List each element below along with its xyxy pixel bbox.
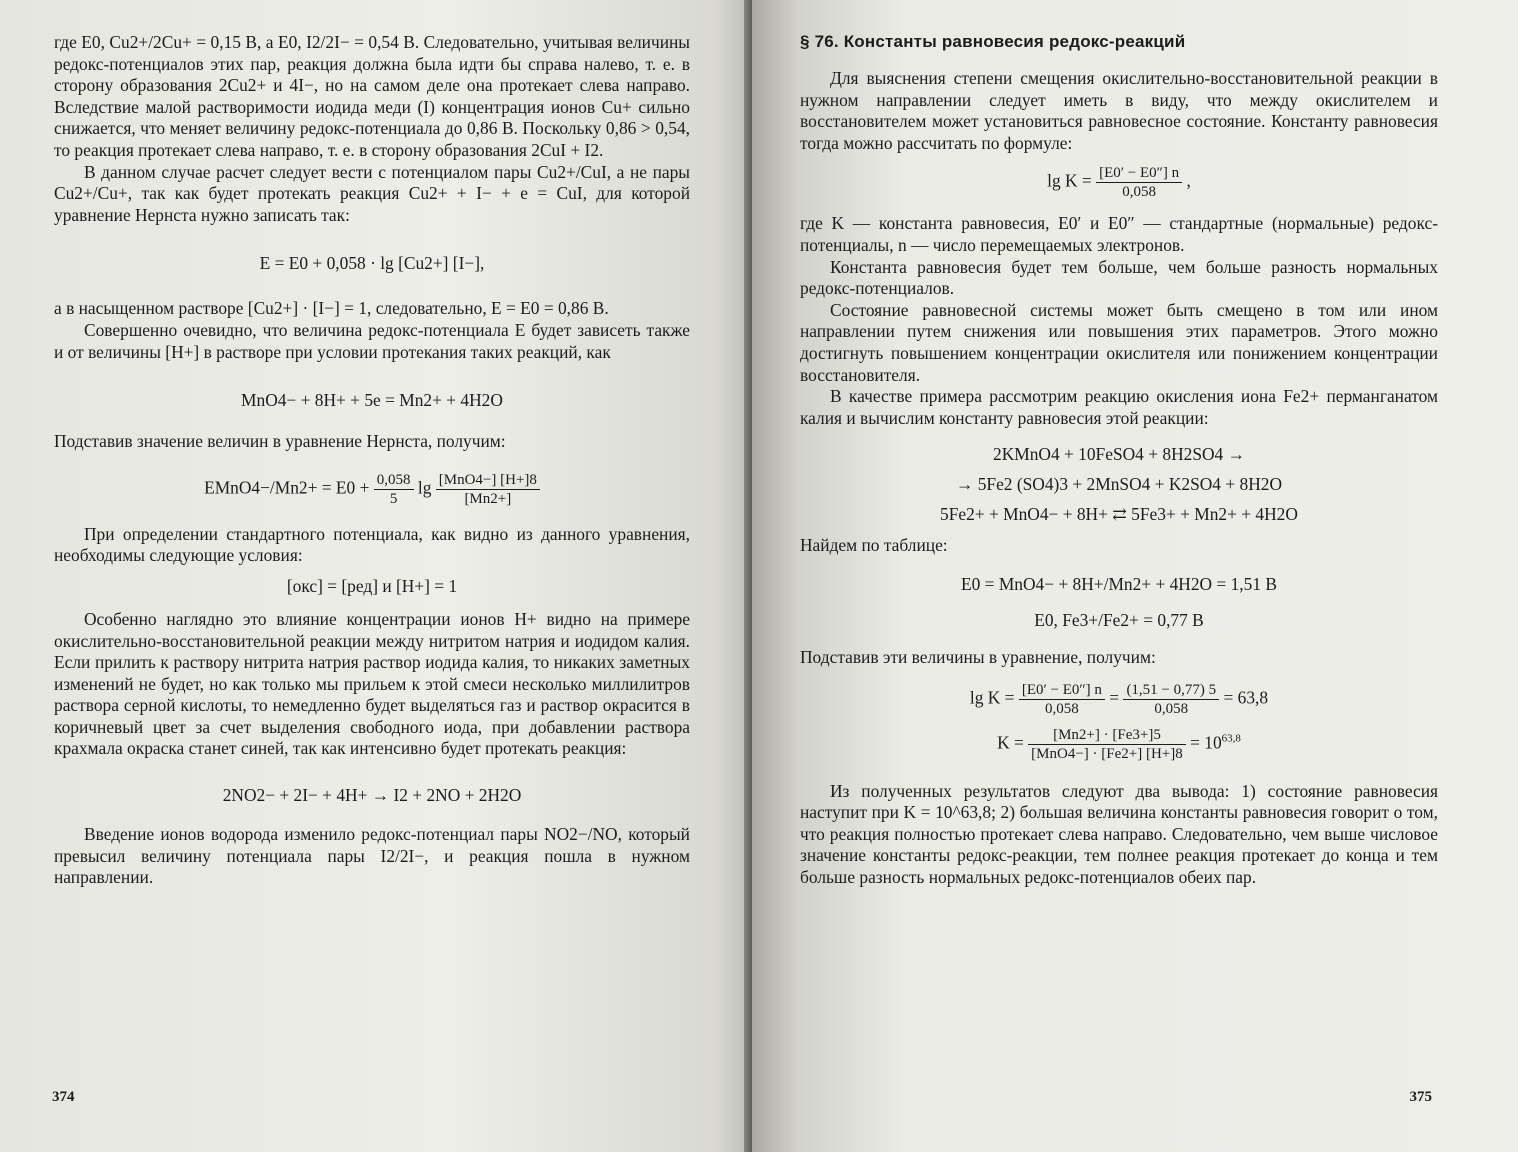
- lgk-equals: =: [1109, 687, 1120, 707]
- right-paragraph-2: где K — константа равновесия, E0′ и E0″ — стандартные (нормальные) редокс-потенциалы, n — число перемещаемых электронов.: [800, 213, 1438, 255]
- ionic-reaction: 5Fe2+ + MnO4− + 8H+ ⇄ 5Fe3+ + Mn2+ + 4H2O: [940, 504, 1298, 525]
- right-paragraph-5: В качестве примера рассмотрим реакцию окисления иона Fe2+ перманганатом калия и вычислим константу равновесия этой реакции:: [800, 386, 1438, 428]
- nernst-equation-cu: E = E0 + 0,058 · lg [Cu2+] [I−],: [259, 253, 485, 274]
- nernst-fraction-numerator: [MnO4−] [H+]8: [436, 471, 540, 490]
- left-paragraph-8: Введение ионов водорода изменило редокс-потенциал пары NO2−/NO, который превысил величину потенциала пары I2/2I−, и реакция пошла в нужном направлении.: [54, 824, 690, 888]
- lgk-calculation: [800, 681, 1438, 718]
- k-result: = 10: [1190, 732, 1222, 752]
- left-paragraph-5: Подставив значение величин в уравнение Нернста, получим:: [54, 431, 506, 452]
- left-paragraph-1: где E0, Cu2+/2Cu+ = 0,15 В, а E0, I2/2I− = 0,54 В. Следовательно, учитывая величины редокс-потенциалов этих пар, реакция должна была идти бы справа налево, т. е. в сторону образования 2Cu2+ и 4I−, но на самом деле она протекает слева направо. Вследствие малой растворимости иодида меди (I) концентрация ионов Cu+ сильно снижается, что меняет величину редокс-потенциала до 0,86 В. Поскольку 0,86 > 0,54, то реакция протекает слева направо, т. е. в сторону образования 2CuI + I2.: [54, 32, 690, 160]
- page-number-right: 375: [1409, 1089, 1432, 1105]
- lgk-result: = 63,8: [1223, 687, 1269, 707]
- section-heading: § 76. Константы равновесия редокс-реакций: [800, 32, 1186, 51]
- equilibrium-constant-formula: [800, 164, 1438, 201]
- permanganate-half-reaction: MnO4− + 8H+ + 5e = Mn2+ + 4H2O: [241, 390, 503, 411]
- nernst-coefficient-denominator: 5: [389, 490, 398, 507]
- reaction-line-2: → 5Fe2 (SO4)3 + 2MnSO4 + K2SO4 + 8H2O: [955, 474, 1283, 495]
- iron-potential: E0, Fe3+/Fe2+ = 0,77 В: [1034, 609, 1204, 630]
- nernst-coefficient: [374, 471, 414, 508]
- nernst-fraction: [436, 471, 540, 508]
- left-paragraph-6: При определении стандартного потенциала, как видно из данного уравнения, необходимы следующие условия:: [54, 523, 690, 566]
- standard-conditions: [окс] = [ред] и [H+] = 1: [286, 575, 458, 596]
- right-paragraph-4: Состояние равновесной системы может быть смещено в том или ином направлении путем снижения или повышения этих параметров. Этого можно достигнуть повышением концентрации окислителя или понижением концентрации восстановителя.: [800, 299, 1438, 385]
- right-paragraph-6: Найдем по таблице:: [800, 535, 948, 556]
- k-expression: [800, 726, 1438, 763]
- page-number-left: 374: [52, 1089, 75, 1105]
- right-paragraph-3: Константа равновесия будет тем больше, чем больше разность нормальных редокс-потенциалов.: [800, 256, 1438, 299]
- formula-fraction: [1096, 164, 1182, 201]
- nitrite-iodide-reaction: 2NO2− + 2I− + 4H+ → I2 + 2NO + 2H2O: [222, 785, 522, 806]
- k-numerator: [Mn2+] · [Fe3+]5: [1028, 726, 1186, 745]
- left-paragraph-7: Особенно наглядно это влияние концентрации ионов H+ видно на примере окислительно-восстановительной реакции между нитритом натрия и иодидом калия. Если прилить к раствору нитрита натрия раствор иодида калия, то никаких заметных изменений не будет, но как только мы прильем к этой смеси несколько миллилитров раствора серной кислоты, то немедленно будет выделяться газ и раствор окрасится в коричневый цвет за счет выделения свободного иода, при добавлении раствора крахмала окраска станет синей, так как интенсивно будет протекать реакция:: [54, 608, 690, 759]
- right-paragraph-7: Подставив эти величины в уравнение, получим:: [800, 646, 1156, 667]
- k-denominator: [MnO4−] · [Fe2+] [H+]8: [1031, 745, 1183, 762]
- k-lhs: K =: [997, 732, 1024, 752]
- right-paragraph-1: Для выяснения степени смещения окислительно-восстановительной реакции в нужном направлении следует иметь в виду, что между окислителем и восстановителем может установиться равновесное состояние. Константу равновесия тогда можно рассчитать по формуле:: [800, 68, 1438, 153]
- left-paragraph-2: В данном случае расчет следует вести с потенциалом пары Cu2+/CuI, а не пары Cu2+/Cu+, так как будет протекать реакция Cu2+ + I− + e = CuI, для которой уравнение Нернста нужно записать так:: [54, 161, 690, 225]
- lgk-fraction-general: [1019, 681, 1105, 718]
- formula-denominator: 0,058: [1122, 184, 1156, 201]
- lgk-lhs: lg K =: [969, 687, 1015, 707]
- right-paragraph-8: Из полученных результатов следуют два вывода: 1) состояние равновесия наступит при K = 10^63,8; 2) большая величина константы равновесия говорит о том, что реакция полностью протекает слева направо. Следовательно, чем выше числовое значение константы редокс-реакции, тем полнее реакция протекает до конца и тем больше разность нормальных редокс-потенциалов обеих пар.: [800, 780, 1438, 887]
- nernst-coefficient-numerator: 0,058: [374, 471, 414, 490]
- formula-lhs: lg K =: [1047, 170, 1092, 191]
- nernst-lg: lg: [417, 477, 432, 498]
- lgk-denominator-general: 0,058: [1045, 700, 1079, 717]
- k-fraction: [1028, 726, 1186, 763]
- nernst-equation-mno4: [54, 471, 690, 508]
- permanganate-potential: E0 = MnO4− + 8H+/Mn2+ + 4H2O = 1,51 В: [961, 573, 1277, 594]
- lgk-numerator-general: [E0′ − E0″] n: [1019, 681, 1105, 700]
- left-paragraph-3: а в насыщенном растворе [Cu2+] · [I−] = 1, следовательно, E = E0 = 0,86 В.: [54, 298, 609, 319]
- right-page: [752, 0, 1518, 1152]
- nernst-lhs: EMnO4−/Mn2+ = E0 +: [204, 477, 370, 498]
- formula-comma: ,: [1186, 170, 1191, 191]
- reaction-line-1: 2KMnO4 + 10FeSO4 + 8H2SO4 →: [993, 444, 1245, 465]
- lgk-numerator-values: (1,51 − 0,77) 5: [1123, 681, 1219, 700]
- left-page: [0, 0, 752, 1152]
- lgk-fraction-values: [1123, 681, 1219, 718]
- lgk-denominator-values: 0,058: [1154, 700, 1189, 717]
- left-paragraph-4: Совершенно очевидно, что величина редокс-потенциала E будет зависеть также и от величины [H+] в растворе при условии протекания таких реакций, как: [54, 319, 690, 362]
- formula-numerator: [E0′ − E0″] n: [1096, 164, 1182, 183]
- nernst-fraction-denominator: [Mn2+]: [464, 490, 512, 507]
- k-exponent: 63,8: [1221, 732, 1241, 745]
